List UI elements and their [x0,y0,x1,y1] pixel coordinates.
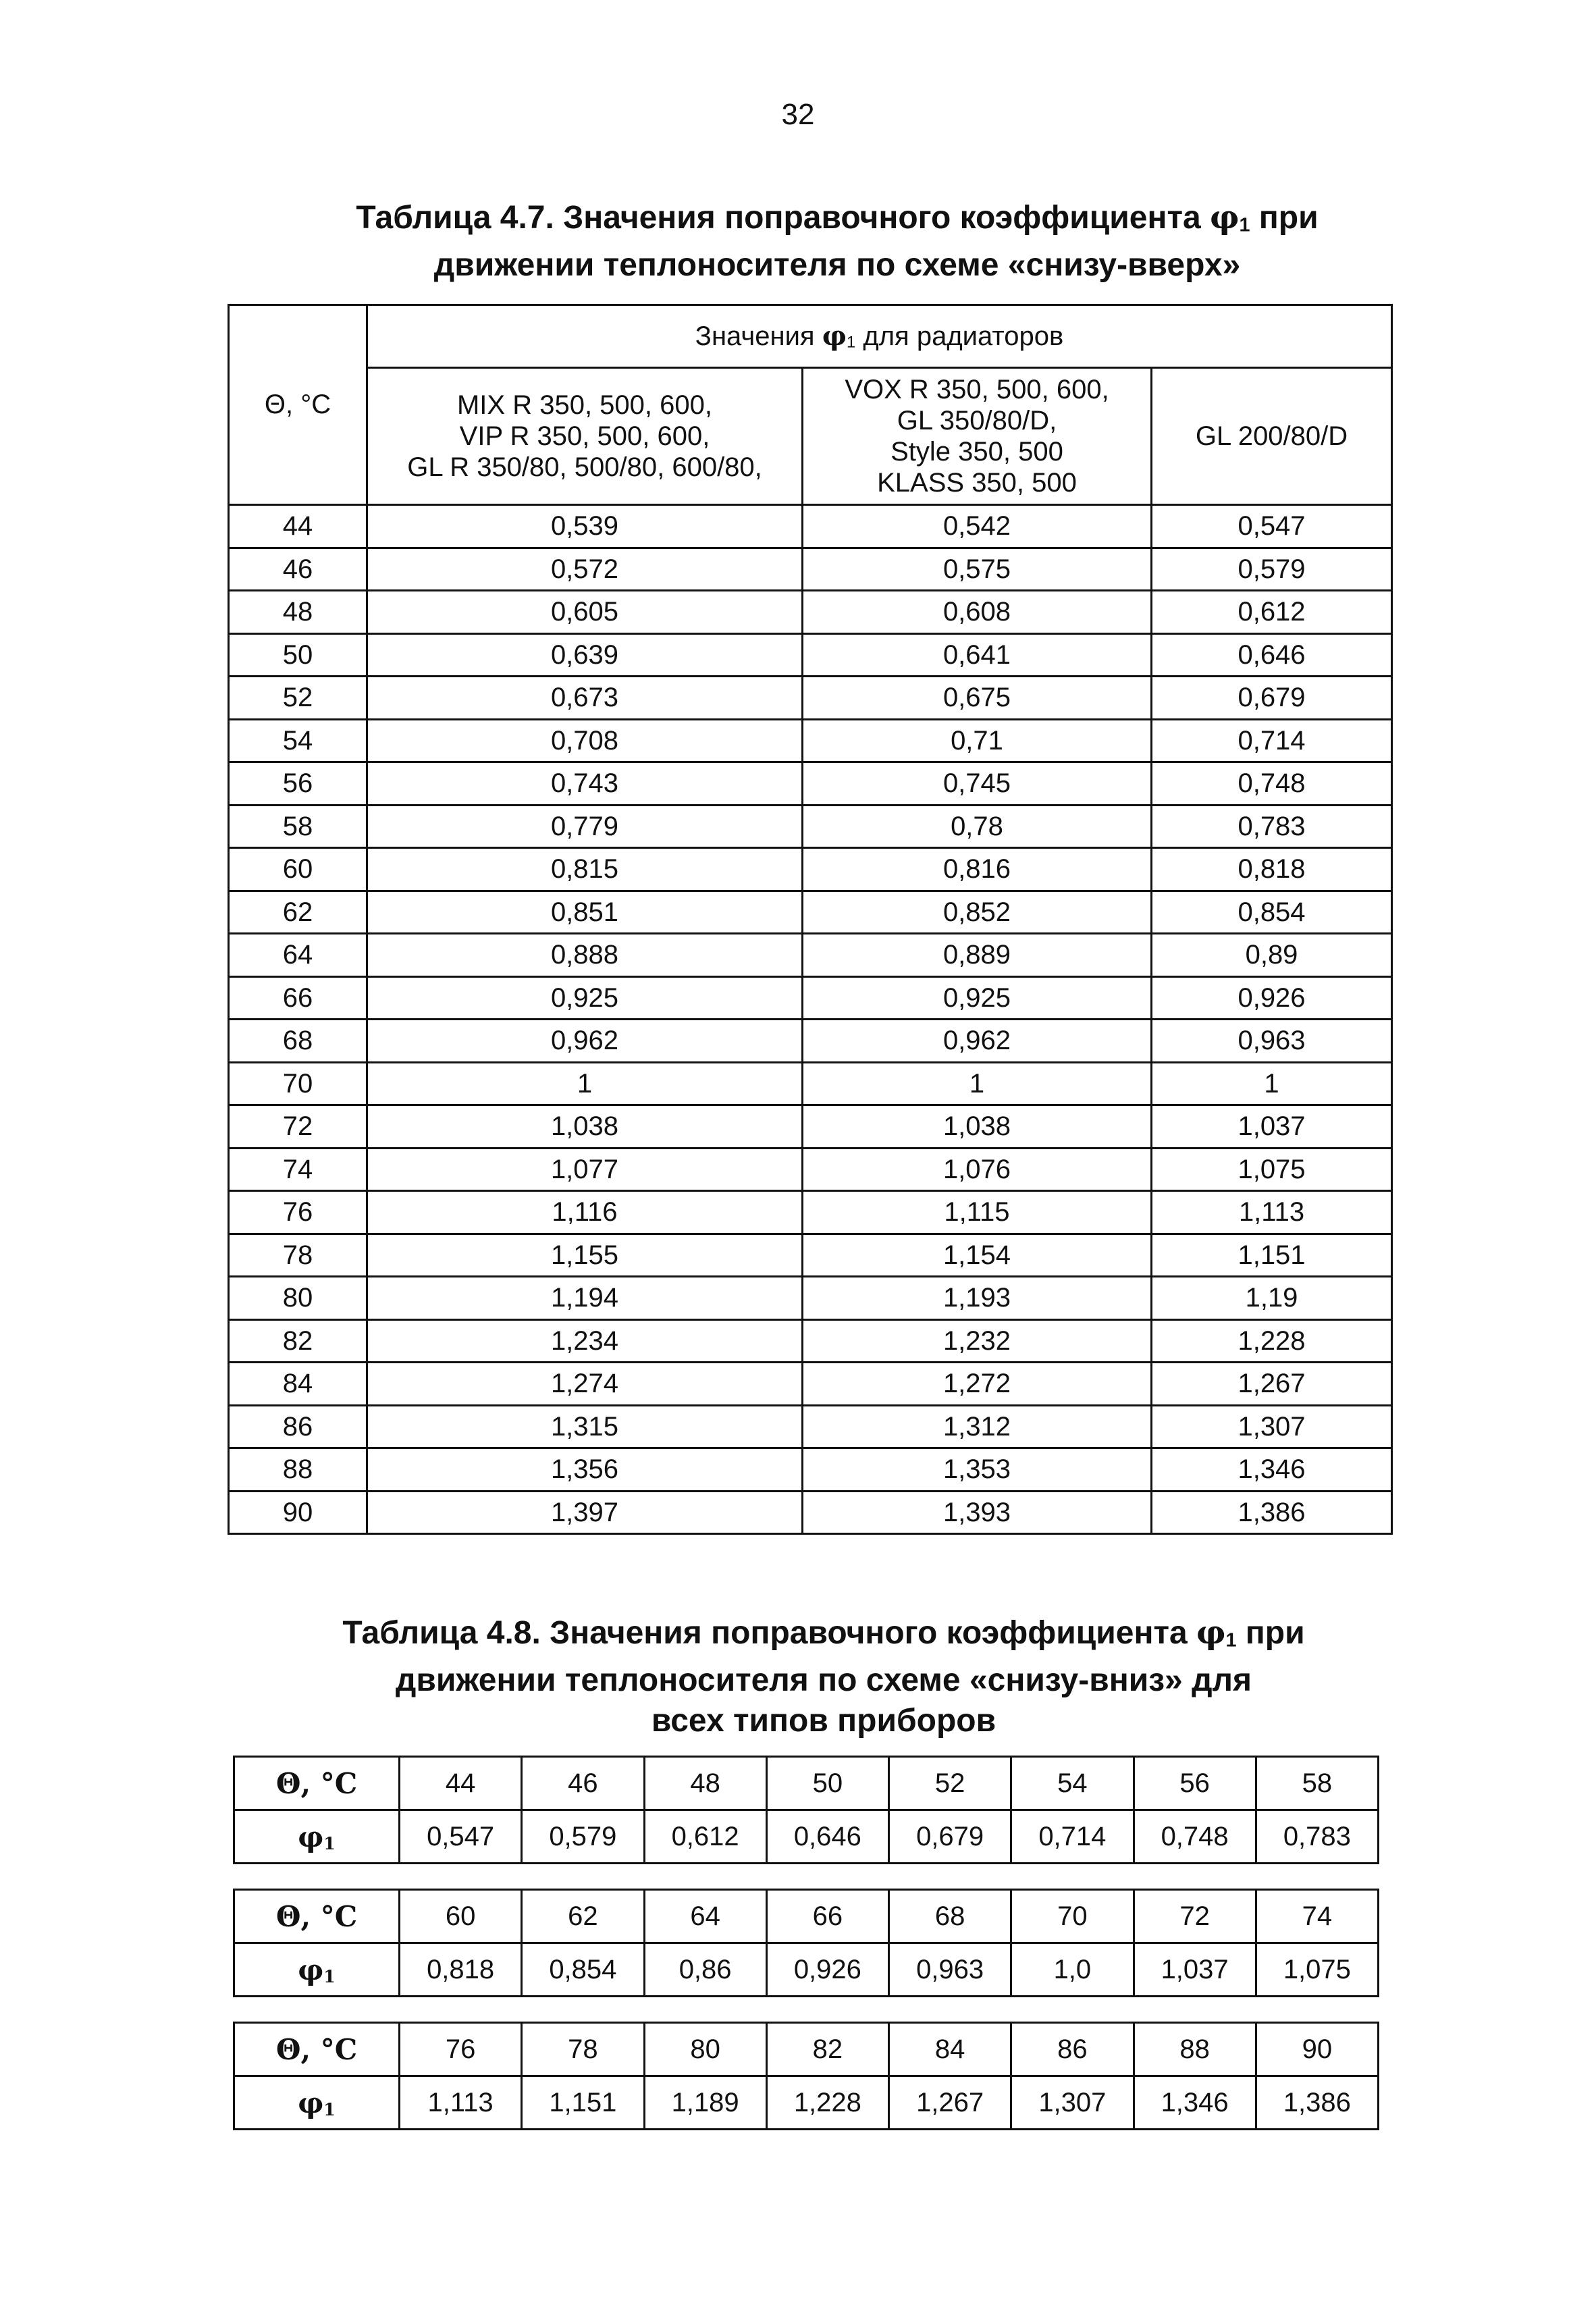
phi-symbol: φ [1196,1614,1226,1652]
group-header-text: Значения [695,321,822,352]
column-header-line: VIP R 350, 500, 600, [459,421,710,451]
theta-cell: 52 [229,677,367,720]
table-4-8-caption [270,1612,1377,1741]
theta-cell: 80 [229,1277,367,1320]
phi-subscript: 1 [323,2099,336,2119]
phi-cell: 0,679 [889,1810,1011,1864]
value-cell-mix: 1,274 [367,1363,803,1406]
theta-cell: 60 [229,848,367,891]
phi-cell: 1,113 [400,2076,522,2130]
phi-cell: 0,963 [889,1943,1011,1997]
theta-cell: 58 [229,805,367,848]
value-cell-gl: 0,748 [1152,762,1392,806]
value-cell-vox: 0,852 [803,891,1152,934]
theta-cell: 88 [1134,2023,1256,2076]
phi-cell: 1,346 [1134,2076,1256,2130]
theta-cell: 56 [229,762,367,806]
phi-cell: 1,307 [1011,2076,1134,2130]
value-cell-gl: 1 [1152,1062,1392,1105]
theta-cell: 50 [766,1757,888,1810]
table-row [229,677,1392,720]
theta-header: Θ, °C [229,305,367,505]
table-row [229,1319,1392,1363]
theta-cell: 50 [229,633,367,677]
table-row [229,934,1392,977]
caption-text: Таблица 4.7. Значения поправочного коэффициента [356,200,1210,236]
phi-subscript: 1 [1239,214,1250,236]
table-row [229,976,1392,1020]
theta-cell: 70 [229,1062,367,1105]
value-cell-mix: 0,673 [367,677,803,720]
theta-cell: 82 [229,1319,367,1363]
theta-cell: 68 [889,1890,1011,1943]
value-cell-mix: 1,356 [367,1448,803,1492]
value-cell-vox: 0,962 [803,1020,1152,1063]
value-cell-mix: 0,962 [367,1020,803,1063]
theta-cell: 68 [229,1020,367,1063]
value-cell-vox: 0,745 [803,762,1152,806]
table-4-8-block-1 [233,1756,1379,1864]
value-cell-mix: 1,397 [367,1491,803,1534]
column-header-line: Style 350, 500 [890,437,1063,467]
value-cell-mix: 1,315 [367,1405,803,1448]
theta-cell: 88 [229,1448,367,1492]
theta-cell: 44 [229,505,367,548]
table-row [229,1277,1392,1320]
theta-cell: 66 [229,976,367,1020]
phi-symbol: φ [1210,199,1240,236]
theta-cell: 64 [229,934,367,977]
value-cell-vox: 0,816 [803,848,1152,891]
value-cell-mix: 0,888 [367,934,803,977]
value-cell-gl: 1,307 [1152,1405,1392,1448]
theta-cell: 48 [229,591,367,634]
table-row [229,1448,1392,1492]
caption-line-1 [270,1612,1377,1660]
value-cell-mix: 0,572 [367,548,803,591]
column-header-line: GL 350/80/D, [897,406,1057,436]
value-cell-gl: 0,926 [1152,976,1392,1020]
phi-subscript: 1 [323,1966,336,1986]
theta-cell: 74 [229,1148,367,1191]
value-cell-mix: 1,155 [367,1234,803,1277]
column-header-line: GL 200/80/D [1195,421,1348,451]
phi-cell: 0,854 [522,1943,644,1997]
column-header-line: MIX R 350, 500, 600, [456,390,712,420]
table-4-8-block-2 [233,1889,1379,1997]
theta-cell: 66 [766,1890,888,1943]
value-cell-gl: 0,818 [1152,848,1392,891]
theta-cell: 76 [229,1191,367,1234]
value-cell-mix: 1,116 [367,1191,803,1234]
value-cell-mix: 1,077 [367,1148,803,1191]
phi-symbol: φ [298,1820,324,1853]
value-cell-mix: 0,605 [367,591,803,634]
value-cell-mix: 1,234 [367,1319,803,1363]
value-cell-mix: 1,038 [367,1105,803,1149]
column-header-vox [803,368,1152,505]
table-row [229,548,1392,591]
value-cell-vox: 1,076 [803,1148,1152,1191]
theta-cell: 44 [400,1757,522,1810]
theta-row [234,1890,1379,1943]
theta-cell: 46 [229,548,367,591]
table-row [229,591,1392,634]
theta-cell: 54 [229,719,367,762]
theta-label: Θ, °C [234,1757,400,1810]
phi-cell: 0,818 [400,1943,522,1997]
theta-cell: 48 [644,1757,766,1810]
phi-row [234,2076,1379,2130]
value-cell-vox: 1 [803,1062,1152,1105]
value-cell-vox: 0,675 [803,677,1152,720]
phi-subscript: 1 [846,333,856,352]
table-row [229,1234,1392,1277]
phi-label [234,2076,400,2130]
phi-row [234,1810,1379,1864]
group-header-text: для радиаторов [855,321,1064,352]
theta-cell: 52 [889,1757,1011,1810]
value-cell-gl: 0,646 [1152,633,1392,677]
theta-cell: 62 [522,1890,644,1943]
value-cell-vox: 1,038 [803,1105,1152,1149]
value-cell-vox: 0,925 [803,976,1152,1020]
value-cell-vox: 1,232 [803,1319,1152,1363]
theta-cell: 46 [522,1757,644,1810]
column-header-gl [1152,368,1392,505]
table-row [229,719,1392,762]
table-row [229,1020,1392,1063]
phi-label [234,1943,400,1997]
group-header [367,305,1392,368]
table-row [229,505,1392,548]
phi-cell: 0,748 [1134,1810,1256,1864]
theta-cell: 70 [1011,1890,1134,1943]
theta-cell: 82 [766,2023,888,2076]
value-cell-gl: 0,679 [1152,677,1392,720]
caption-line-3: всех типов приборов [651,1703,996,1739]
value-cell-gl: 0,783 [1152,805,1392,848]
value-cell-gl: 0,714 [1152,719,1392,762]
column-header-line: KLASS 350, 500 [877,468,1077,498]
column-header-line: VOX R 350, 500, 600, [845,375,1109,404]
value-cell-vox: 1,272 [803,1363,1152,1406]
theta-cell: 64 [644,1890,766,1943]
value-cell-gl: 1,346 [1152,1448,1392,1492]
table-row [229,891,1392,934]
value-cell-gl: 0,89 [1152,934,1392,977]
value-cell-gl: 0,579 [1152,548,1392,591]
phi-symbol: φ [298,1953,324,1986]
caption-line-1 [257,197,1418,245]
value-cell-vox: 1,115 [803,1191,1152,1234]
theta-label: Θ, °C [234,2023,400,2076]
caption-text: при [1236,1615,1305,1651]
table-row [229,1363,1392,1406]
value-cell-vox: 0,542 [803,505,1152,548]
table-4-7 [228,304,1393,1535]
value-cell-gl: 0,612 [1152,591,1392,634]
phi-cell: 1,189 [644,2076,766,2130]
theta-cell: 78 [522,2023,644,2076]
value-cell-mix: 0,639 [367,633,803,677]
theta-cell: 56 [1134,1757,1256,1810]
theta-cell: 60 [400,1890,522,1943]
value-cell-mix: 1,194 [367,1277,803,1320]
column-header-line: GL R 350/80, 500/80, 600/80, [407,452,762,482]
phi-cell: 0,926 [766,1943,888,1997]
table-row [229,633,1392,677]
phi-cell: 1,151 [522,2076,644,2130]
value-cell-vox: 1,393 [803,1491,1152,1534]
phi-cell: 0,714 [1011,1810,1134,1864]
phi-cell: 0,86 [644,1943,766,1997]
table-4-8-block-3 [233,2022,1379,2130]
caption-line-2: движении теплоносителя по схеме «снизу-вверх» [433,247,1241,284]
phi-cell: 0,783 [1256,1810,1378,1864]
value-cell-gl: 0,963 [1152,1020,1392,1063]
theta-cell: 72 [1134,1890,1256,1943]
theta-cell: 90 [229,1491,367,1534]
table-row [229,1148,1392,1191]
value-cell-mix: 0,708 [367,719,803,762]
value-cell-gl: 1,037 [1152,1105,1392,1149]
theta-cell: 76 [400,2023,522,2076]
phi-subscript: 1 [1225,1629,1237,1652]
value-cell-gl: 1,267 [1152,1363,1392,1406]
table-row [229,1191,1392,1234]
theta-cell: 80 [644,2023,766,2076]
table-row [229,848,1392,891]
theta-cell: 58 [1256,1757,1378,1810]
phi-row [234,1943,1379,1997]
theta-cell: 62 [229,891,367,934]
phi-cell: 1,228 [766,2076,888,2130]
theta-cell: 90 [1256,2023,1378,2076]
phi-label [234,1810,400,1864]
caption-text: Таблица 4.8. Значения поправочного коэффициента [342,1615,1196,1651]
phi-symbol: φ [822,320,847,352]
theta-cell: 86 [229,1405,367,1448]
phi-cell: 1,267 [889,2076,1011,2130]
value-cell-gl: 1,386 [1152,1491,1392,1534]
value-cell-vox: 0,575 [803,548,1152,591]
value-cell-vox: 0,889 [803,934,1152,977]
table-row [229,762,1392,806]
table-row [229,1062,1392,1105]
phi-symbol: φ [298,2086,324,2119]
value-cell-vox: 0,641 [803,633,1152,677]
value-cell-gl: 1,19 [1152,1277,1392,1320]
table-4-7-caption [257,197,1418,286]
theta-cell: 72 [229,1105,367,1149]
value-cell-gl: 1,228 [1152,1319,1392,1363]
table-row [229,1105,1392,1149]
value-cell-gl: 0,547 [1152,505,1392,548]
phi-cell: 1,037 [1134,1943,1256,1997]
caption-line-2: движении теплоносителя по схеме «снизу-вниз» для [395,1662,1252,1699]
value-cell-mix: 0,925 [367,976,803,1020]
value-cell-mix: 0,851 [367,891,803,934]
value-cell-gl: 1,075 [1152,1148,1392,1191]
theta-cell: 74 [1256,1890,1378,1943]
value-cell-mix: 0,779 [367,805,803,848]
value-cell-mix: 1 [367,1062,803,1105]
phi-cell: 0,579 [522,1810,644,1864]
value-cell-mix: 0,539 [367,505,803,548]
phi-cell: 0,612 [644,1810,766,1864]
caption-text: при [1250,200,1319,236]
column-header-mix [367,368,803,505]
value-cell-gl: 1,113 [1152,1191,1392,1234]
value-cell-mix: 0,743 [367,762,803,806]
phi-cell: 0,646 [766,1810,888,1864]
theta-cell: 78 [229,1234,367,1277]
value-cell-gl: 1,151 [1152,1234,1392,1277]
theta-label: Θ, °C [234,1890,400,1943]
theta-row [234,1757,1379,1810]
value-cell-gl: 0,854 [1152,891,1392,934]
phi-cell: 1,0 [1011,1943,1134,1997]
value-cell-vox: 1,312 [803,1405,1152,1448]
value-cell-vox: 1,193 [803,1277,1152,1320]
phi-subscript: 1 [323,1833,336,1853]
table-4-7-body [229,505,1392,1534]
theta-cell: 84 [889,2023,1011,2076]
theta-cell: 84 [229,1363,367,1406]
value-cell-mix: 0,815 [367,848,803,891]
theta-row [234,2023,1379,2076]
theta-cell: 54 [1011,1757,1134,1810]
phi-cell: 1,386 [1256,2076,1378,2130]
theta-cell: 86 [1011,2023,1134,2076]
value-cell-vox: 0,71 [803,719,1152,762]
table-row [229,1405,1392,1448]
value-cell-vox: 0,78 [803,805,1152,848]
value-cell-vox: 0,608 [803,591,1152,634]
table-row [229,1491,1392,1534]
table-row [229,805,1392,848]
phi-cell: 1,075 [1256,1943,1378,1997]
phi-cell: 0,547 [400,1810,522,1864]
value-cell-vox: 1,154 [803,1234,1152,1277]
value-cell-vox: 1,353 [803,1448,1152,1492]
page-number: 32 [781,98,815,131]
